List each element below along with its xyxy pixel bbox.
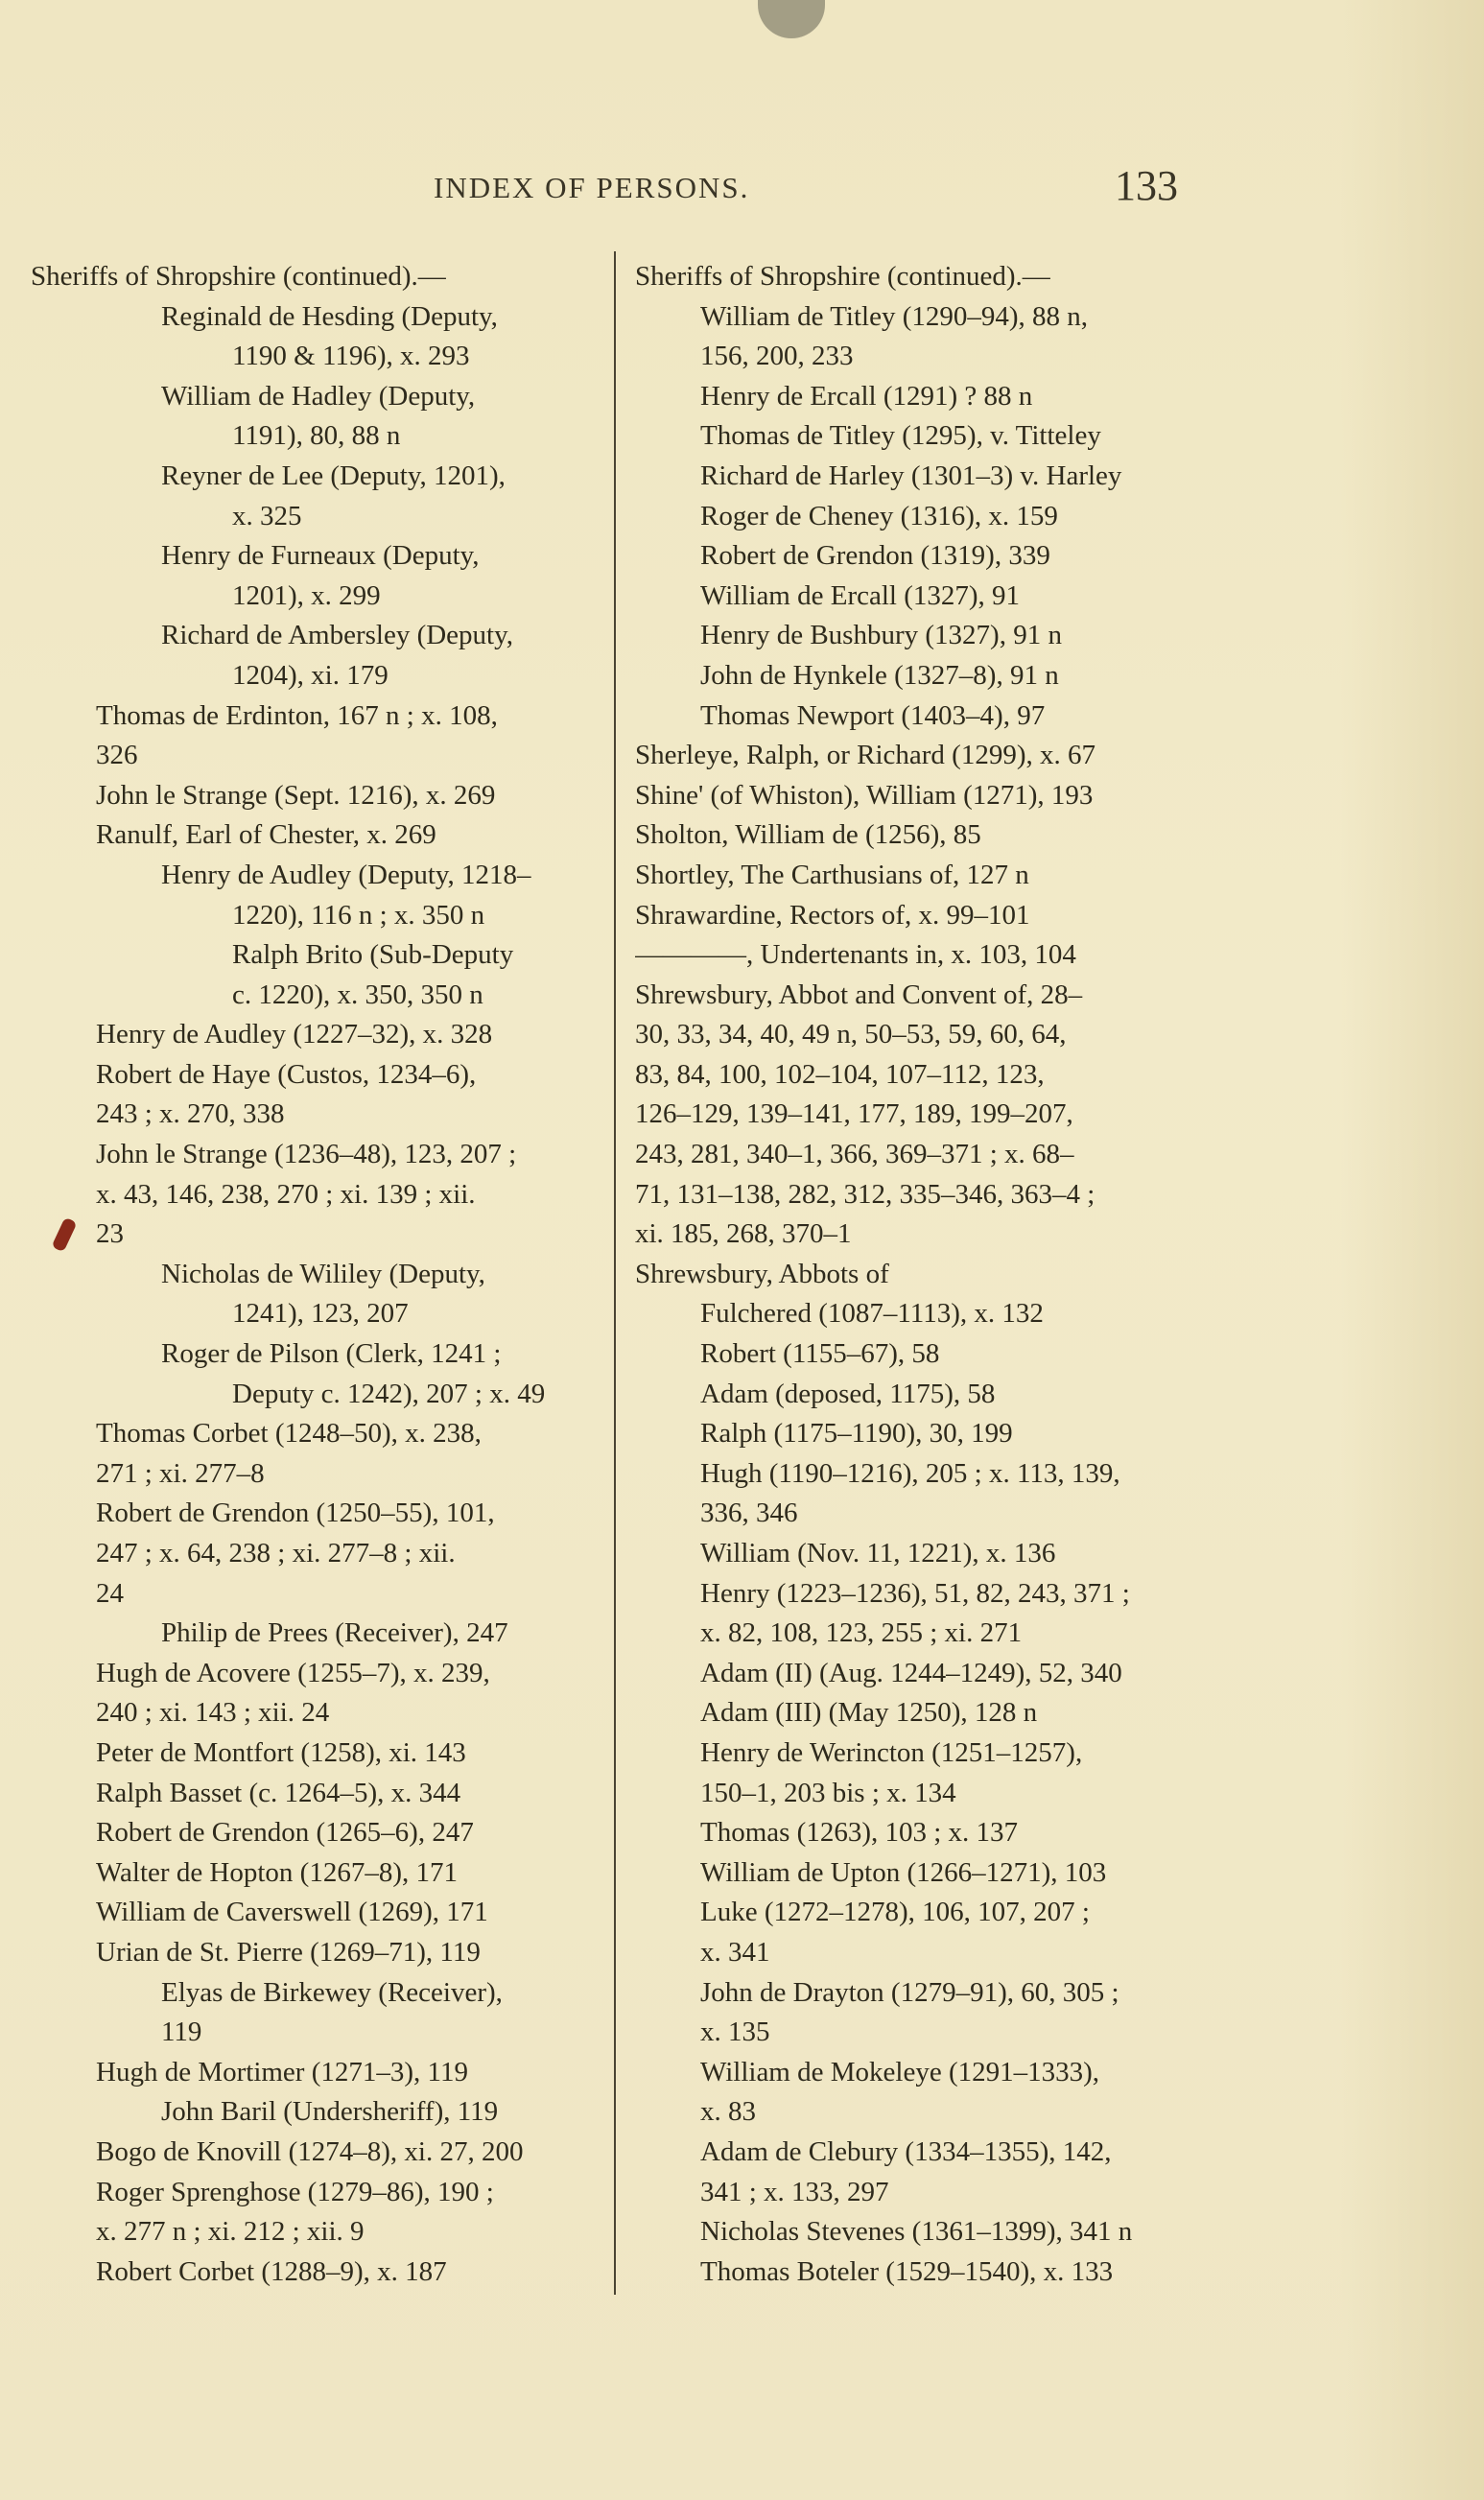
index-line: Richard de Harley (1301–3) v. Harley: [700, 460, 1122, 491]
index-line: Richard de Ambersley (Deputy,: [161, 620, 513, 651]
index-line: Thomas Boteler (1529–1540), x. 133: [700, 2255, 1114, 2287]
index-line: William (Nov. 11, 1221), x. 136: [700, 1538, 1056, 1568]
index-line: 243 ; x. 270, 338: [96, 1098, 285, 1130]
index-line: Sheriffs of Shropshire (continued).—: [635, 261, 1050, 292]
index-line: William de Titley (1290–94), 88 n,: [700, 300, 1089, 332]
index-line: Thomas de Erdinton, 167 n ; x. 108,: [96, 699, 498, 731]
index-line: Reginald de Hesding (Deputy,: [161, 300, 498, 332]
index-line: Henry de Audley (Deputy, 1218–: [161, 859, 531, 890]
index-line: 126–129, 139–141, 177, 189, 199–207,: [635, 1098, 1073, 1130]
index-line: Deputy c. 1242), 207 ; x. 49: [232, 1378, 546, 1409]
running-title: INDEX OF PERSONS.: [434, 171, 750, 204]
index-line: Adam (III) (May 1250), 128 n: [700, 1697, 1038, 1729]
index-line: Shrewsbury, Abbots of: [635, 1258, 889, 1289]
index-line: Roger Sprenghose (1279–86), 190 ;: [96, 2176, 494, 2207]
index-line: Ralph (1175–1190), 30, 199: [700, 1418, 1013, 1450]
index-line: 1191), 80, 88 n: [232, 420, 401, 452]
column-divider: [614, 251, 616, 2295]
index-line: Thomas Newport (1403–4), 97: [700, 699, 1046, 731]
index-line: ————, Undertenants in, x. 103, 104: [635, 939, 1076, 971]
index-line: 24: [96, 1577, 124, 1609]
index-line: Adam de Clebury (1334–1355), 142,: [700, 2135, 1112, 2167]
index-line: Thomas Corbet (1248–50), x. 238,: [96, 1418, 482, 1450]
index-line: Shrawardine, Rectors of, x. 99–101: [635, 899, 1030, 931]
index-line: Ralph Basset (c. 1264–5), x. 344: [96, 1777, 461, 1808]
index-line: 23: [96, 1218, 124, 1250]
index-line: 1201), x. 299: [232, 579, 381, 611]
index-line: Peter de Montfort (1258), xi. 143: [96, 1736, 466, 1768]
index-line: Hugh de Acovere (1255–7), x. 239,: [96, 1657, 490, 1688]
index-line: John de Hynkele (1327–8), 91 n: [700, 659, 1059, 691]
index-line: Hugh (1190–1216), 205 ; x. 113, 139,: [700, 1457, 1120, 1489]
index-line: Robert de Grendon (1250–55), 101,: [96, 1498, 495, 1529]
index-line: William de Ercall (1327), 91: [700, 579, 1021, 611]
page-header: [0, 161, 1484, 219]
index-line: Philip de Prees (Receiver), 247: [161, 1617, 508, 1649]
index-line: 83, 84, 100, 102–104, 107–112, 123,: [635, 1058, 1045, 1090]
index-line: Fulchered (1087–1113), x. 132: [700, 1298, 1044, 1330]
index-line: Sheriffs of Shropshire (continued).—: [31, 261, 446, 292]
index-line: 1204), xi. 179: [232, 659, 389, 691]
index-line: Bogo de Knovill (1274–8), xi. 27, 200: [96, 2135, 524, 2167]
index-line: x. 135: [700, 2017, 770, 2048]
index-line: Urian de St. Pierre (1269–71), 119: [96, 1936, 481, 1968]
index-line: Robert de Grendon (1265–6), 247: [96, 1817, 474, 1849]
index-line: Henry de Ercall (1291) ? 88 n: [700, 380, 1033, 412]
index-line: 341 ; x. 133, 297: [700, 2176, 889, 2207]
index-line: x. 277 n ; xi. 212 ; xii. 9: [96, 2216, 365, 2248]
index-line: x. 82, 108, 123, 255 ; xi. 271: [700, 1617, 1023, 1649]
index-line: Ralph Brito (Sub-Deputy: [232, 939, 514, 971]
index-line: William de Upton (1266–1271), 103: [700, 1856, 1107, 1888]
index-line: 271 ; xi. 277–8: [96, 1457, 265, 1489]
index-line: 336, 346: [700, 1498, 798, 1529]
index-line: 326: [96, 740, 138, 771]
index-line: Robert de Grendon (1319), 339: [700, 540, 1050, 572]
index-line: John de Drayton (1279–91), 60, 305 ;: [700, 1976, 1119, 2008]
index-line: Sherleye, Ralph, or Richard (1299), x. 67: [635, 740, 1096, 771]
index-line: Thomas (1263), 103 ; x. 137: [700, 1817, 1019, 1849]
index-line: John le Strange (1236–48), 123, 207 ;: [96, 1139, 517, 1170]
ink-blot: [758, 0, 825, 38]
index-line: c. 1220), x. 350, 350 n: [232, 979, 483, 1010]
index-line: Shrewsbury, Abbot and Convent of, 28–: [635, 979, 1083, 1010]
index-line: 240 ; xi. 143 ; xii. 24: [96, 1697, 330, 1729]
index-line: xi. 185, 268, 370–1: [635, 1218, 852, 1250]
index-line: 1241), 123, 207: [232, 1298, 409, 1330]
index-line: Reyner de Lee (Deputy, 1201),: [161, 460, 506, 491]
index-line: 1190 & 1196), x. 293: [232, 341, 470, 372]
index-line: 1220), 116 n ; x. 350 n: [232, 899, 485, 931]
index-line: Henry de Bushbury (1327), 91 n: [700, 620, 1062, 651]
index-line: William de Hadley (Deputy,: [161, 380, 476, 412]
index-line: Shine' (of Whiston), William (1271), 193: [635, 779, 1094, 811]
index-line: Robert Corbet (1288–9), x. 187: [96, 2255, 447, 2287]
index-line: Ranulf, Earl of Chester, x. 269: [96, 819, 436, 851]
index-line: x. 325: [232, 500, 302, 531]
index-line: 156, 200, 233: [700, 341, 854, 372]
index-line: Roger de Cheney (1316), x. 159: [700, 500, 1058, 531]
index-line: 30, 33, 34, 40, 49 n, 50–53, 59, 60, 64,: [635, 1019, 1067, 1050]
page-number: 133: [1115, 162, 1178, 209]
page-edge-shadow: [1340, 0, 1484, 2500]
index-line: William de Caverswell (1269), 171: [96, 1897, 488, 1928]
index-line: Henry de Audley (1227–32), x. 328: [96, 1019, 493, 1050]
left-index-column: [31, 257, 606, 2292]
index-line: Elyas de Birkewey (Receiver),: [161, 1976, 503, 2008]
index-line: Shortley, The Carthusians of, 127 n: [635, 859, 1029, 890]
index-line: Henry de Furneaux (Deputy,: [161, 540, 480, 572]
index-line: Hugh de Mortimer (1271–3), 119: [96, 2056, 468, 2087]
index-line: Thomas de Titley (1295), v. Titteley: [700, 420, 1101, 452]
index-line: Henry (1223–1236), 51, 82, 243, 371 ;: [700, 1577, 1130, 1609]
index-line: 243, 281, 340–1, 366, 369–371 ; x. 68–: [635, 1139, 1074, 1170]
index-line: 150–1, 203 bis ; x. 134: [700, 1777, 956, 1808]
index-line: Nicholas de Wililey (Deputy,: [161, 1258, 485, 1289]
index-line: Robert de Haye (Custos, 1234–6),: [96, 1058, 477, 1090]
index-line: 119: [161, 2017, 202, 2048]
index-line: x. 341: [700, 1936, 770, 1968]
index-line: Sholton, William de (1256), 85: [635, 819, 981, 851]
index-line: John le Strange (Sept. 1216), x. 269: [96, 779, 496, 811]
index-line: Adam (II) (Aug. 1244–1249), 52, 340: [700, 1657, 1122, 1688]
index-line: William de Mokeleye (1291–1333),: [700, 2056, 1100, 2087]
index-line: Roger de Pilson (Clerk, 1241 ;: [161, 1338, 502, 1370]
index-line: Luke (1272–1278), 106, 107, 207 ;: [700, 1897, 1090, 1928]
index-line: Walter de Hopton (1267–8), 171: [96, 1856, 458, 1888]
index-line: 247 ; x. 64, 238 ; xi. 277–8 ; xii.: [96, 1538, 456, 1568]
index-line: John Baril (Undersheriff), 119: [161, 2096, 499, 2128]
index-line: Adam (deposed, 1175), 58: [700, 1378, 996, 1409]
right-index-column: [635, 257, 1191, 2292]
index-line: Robert (1155–67), 58: [700, 1338, 940, 1370]
index-line: Nicholas Stevenes (1361–1399), 341 n: [700, 2216, 1133, 2248]
index-line: 71, 131–138, 282, 312, 335–346, 363–4 ;: [635, 1178, 1095, 1210]
index-line: x. 43, 146, 238, 270 ; xi. 139 ; xii.: [96, 1178, 476, 1210]
index-line: x. 83: [700, 2096, 756, 2128]
index-line: Henry de Werincton (1251–1257),: [700, 1736, 1083, 1768]
